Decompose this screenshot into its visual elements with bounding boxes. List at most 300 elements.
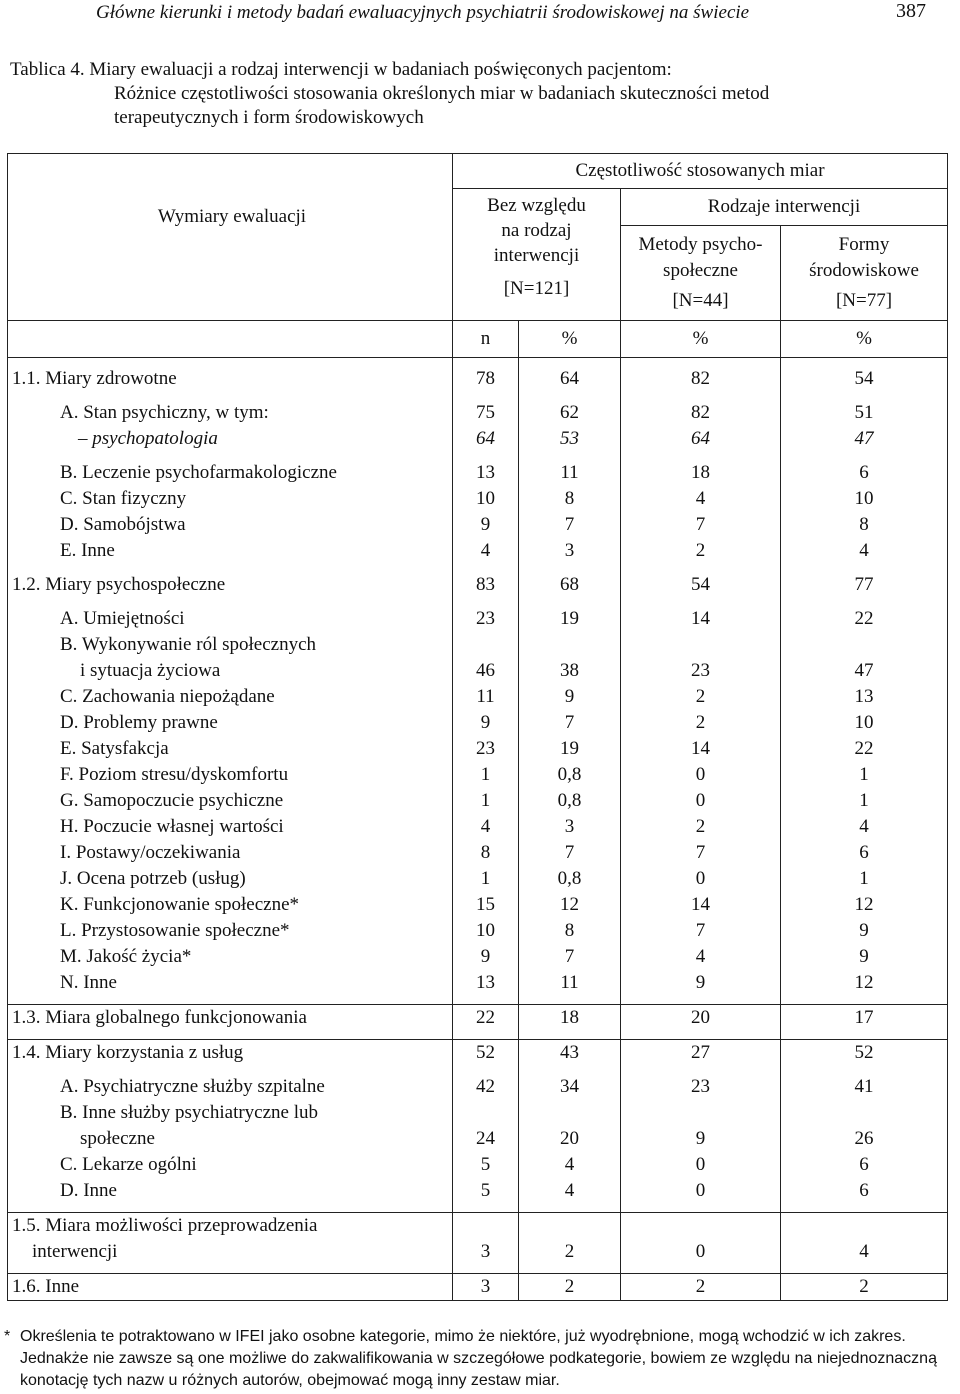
row-label-line-1: L. Przystosowanie społeczne*	[60, 920, 290, 941]
cell-percent: 6	[781, 840, 948, 866]
row-label-line-1: 1.3. Miara globalnego funkcjonowania	[12, 1007, 307, 1028]
cell-percent: 47	[781, 632, 948, 684]
row-label	[8, 762, 453, 788]
row-label-line-1: A. Stan psychiczny, w tym:	[60, 402, 269, 423]
row-label	[8, 918, 453, 944]
row-label	[8, 1152, 453, 1178]
spacer-cell	[621, 392, 781, 400]
cell-percent: 43	[519, 1040, 621, 1067]
cell-percent: 22	[781, 736, 948, 762]
cell-percent: 7	[519, 512, 621, 538]
cell-percent: 3	[519, 538, 621, 564]
spacer-cell	[621, 1204, 781, 1213]
cell-percent: 0,8	[519, 866, 621, 892]
cell-percent: 53	[519, 426, 621, 452]
spacer-cell	[453, 996, 519, 1005]
table-row	[8, 918, 948, 944]
row-label-line-1: 1.6. Inne	[12, 1276, 80, 1297]
header-col-pct-1: %	[519, 321, 621, 358]
row-label	[8, 606, 453, 632]
footnote-marker: *	[4, 1328, 11, 1345]
cell-percent: 6	[781, 1152, 948, 1178]
row-label	[8, 538, 453, 564]
caption-line-1: Tablica 4. Miary ewaluacji a rodzaj interwencji w badaniach poświęconych pacjentom:	[10, 59, 672, 80]
row-label-line-1: F. Poziom stresu/dyskomfortu	[60, 764, 289, 785]
cell-percent: 7	[621, 918, 781, 944]
row-label	[8, 736, 453, 762]
spacer-row	[8, 1204, 948, 1213]
header-types: Rodzaje interwencji	[621, 189, 948, 226]
cell-percent: 20	[621, 1005, 781, 1032]
row-label-line-1: D. Inne	[60, 1180, 117, 1201]
cell-percent: 77	[781, 572, 948, 598]
cell-percent: 41	[781, 1074, 948, 1100]
cell-percent: 0	[621, 1152, 781, 1178]
spacer-cell	[8, 358, 453, 367]
row-label-line-1: A. Psychiatryczne służby szpitalne	[60, 1076, 325, 1097]
row-label-line-1: B. Wykonywanie ról społecznych	[60, 634, 316, 655]
row-label	[8, 632, 453, 684]
spacer-cell	[621, 564, 781, 572]
row-label	[8, 944, 453, 970]
spacer-cell	[453, 1031, 519, 1040]
spacer-cell	[519, 1265, 621, 1274]
cell-percent: 0	[621, 1213, 781, 1266]
spacer-cell	[781, 452, 948, 460]
running-head: Główne kierunki i metody badań ewaluacyjnych psychiatrii środowiskowej na świecie	[96, 2, 750, 23]
row-label	[8, 1005, 453, 1032]
spacer-cell	[621, 598, 781, 606]
spacer-cell	[453, 1066, 519, 1074]
cell-percent: 6	[781, 460, 948, 486]
cell-count: 1	[453, 866, 519, 892]
cell-count: 11	[453, 684, 519, 710]
row-label-line-1: M. Jakość życia*	[60, 946, 192, 967]
spacer-cell	[519, 358, 621, 367]
table-row	[8, 1040, 948, 1067]
spacer-row	[8, 1265, 948, 1274]
spacer-cell	[781, 1265, 948, 1274]
spacer-cell	[621, 452, 781, 460]
cell-percent: 1	[781, 762, 948, 788]
cell-count: 10	[453, 486, 519, 512]
cell-percent: 4	[621, 944, 781, 970]
spacer-cell	[8, 598, 453, 606]
row-label	[8, 866, 453, 892]
spacer-cell	[8, 392, 453, 400]
cell-count: 83	[453, 572, 519, 598]
header-psychosocial-line-1: Metody psycho-	[638, 234, 763, 255]
spacer-cell	[8, 564, 453, 572]
cell-percent: 9	[621, 970, 781, 996]
table-row	[8, 486, 948, 512]
cell-percent: 54	[621, 572, 781, 598]
cell-percent: 26	[781, 1100, 948, 1152]
table-row	[8, 1274, 948, 1301]
spacer-cell	[8, 1066, 453, 1074]
table-row	[8, 710, 948, 736]
cell-percent: 7	[519, 840, 621, 866]
row-label	[8, 970, 453, 996]
cell-percent: 0,8	[519, 762, 621, 788]
cell-count: 23	[453, 736, 519, 762]
row-label-line-1: C. Zachowania niepożądane	[60, 686, 275, 707]
cell-count: 5	[453, 1152, 519, 1178]
cell-percent: 54	[781, 366, 948, 392]
spacer-cell	[453, 452, 519, 460]
row-label-line-1: I. Postawy/oczekiwania	[60, 842, 241, 863]
cell-percent: 64	[621, 426, 781, 452]
header-frequency: Częstotliwość stosowanych miar	[453, 154, 948, 189]
header-blank	[8, 321, 453, 358]
row-label-line-1: 1.5. Miara możliwości przeprowadzenia	[12, 1215, 318, 1236]
cell-percent: 17	[781, 1005, 948, 1032]
cell-count: 10	[453, 918, 519, 944]
spacer-row	[8, 1066, 948, 1074]
row-label-line-1: 1.2. Miary psychospołeczne	[12, 574, 226, 595]
cell-percent: 7	[519, 710, 621, 736]
spacer-cell	[781, 1066, 948, 1074]
spacer-cell	[519, 1204, 621, 1213]
cell-count: 24	[453, 1100, 519, 1152]
cell-percent: 68	[519, 572, 621, 598]
spacer-cell	[453, 358, 519, 367]
spacer-row	[8, 452, 948, 460]
cell-count: 5	[453, 1178, 519, 1204]
table-row	[8, 1005, 948, 1032]
table-row	[8, 892, 948, 918]
spacer-cell	[453, 1265, 519, 1274]
cell-count: 15	[453, 892, 519, 918]
header-community-n: [N=77]	[835, 290, 893, 311]
cell-count: 1	[453, 762, 519, 788]
spacer-cell	[8, 1265, 453, 1274]
row-label-line-1: C. Lekarze ogólni	[60, 1154, 197, 1175]
cell-percent: 82	[621, 400, 781, 426]
table-row	[8, 1152, 948, 1178]
row-label-line-1: K. Funkcjonowanie społeczne*	[60, 894, 300, 915]
row-label	[8, 892, 453, 918]
spacer-cell	[519, 392, 621, 400]
cell-percent: 0	[621, 762, 781, 788]
cell-percent: 4	[621, 486, 781, 512]
caption-line-2: Różnice częstotliwości stosowania określonych miar w badaniach skuteczności metod	[114, 83, 770, 104]
row-label	[8, 814, 453, 840]
row-label	[8, 572, 453, 598]
cell-count: 42	[453, 1074, 519, 1100]
cell-percent: 6	[781, 1178, 948, 1204]
table-row	[8, 762, 948, 788]
cell-percent: 4	[781, 814, 948, 840]
spacer-row	[8, 1031, 948, 1040]
cell-percent: 47	[781, 426, 948, 452]
cell-percent: 11	[519, 970, 621, 996]
cell-percent: 11	[519, 460, 621, 486]
cell-percent: 12	[781, 892, 948, 918]
cell-count: 4	[453, 814, 519, 840]
cell-percent: 19	[519, 606, 621, 632]
spacer-cell	[621, 1265, 781, 1274]
cell-count: 13	[453, 460, 519, 486]
cell-percent: 14	[621, 736, 781, 762]
header-col-n: n	[453, 321, 519, 358]
row-label-line-1: H. Poczucie własnej wartości	[60, 816, 284, 837]
header-psychosocial	[621, 226, 781, 321]
cell-count: 23	[453, 606, 519, 632]
table-row	[8, 736, 948, 762]
row-label	[8, 710, 453, 736]
row-label-line-1: 1.4. Miary korzystania z usług	[12, 1042, 244, 1063]
cell-percent: 18	[519, 1005, 621, 1032]
cell-percent: 1	[781, 788, 948, 814]
cell-percent: 3	[519, 814, 621, 840]
spacer-cell	[519, 1066, 621, 1074]
row-label	[8, 426, 453, 452]
table-row	[8, 788, 948, 814]
spacer-cell	[781, 358, 948, 367]
header-psychosocial-line-2: społeczne	[663, 260, 738, 281]
row-label-line-1: D. Problemy prawne	[60, 712, 218, 733]
row-label	[8, 366, 453, 392]
spacer-cell	[519, 996, 621, 1005]
cell-percent: 20	[519, 1100, 621, 1152]
cell-count: 1	[453, 788, 519, 814]
header-row-label: Wymiary ewaluacji	[8, 154, 453, 321]
table-row	[8, 840, 948, 866]
cell-percent: 18	[621, 460, 781, 486]
header-no-regard	[453, 189, 621, 321]
row-label-line-1: B. Inne służby psychiatryczne lub	[60, 1102, 319, 1123]
spacer-cell	[8, 996, 453, 1005]
cell-count: 8	[453, 840, 519, 866]
header-no-regard-line-3: interwencji	[493, 245, 580, 266]
cell-percent: 64	[519, 366, 621, 392]
cell-percent: 9	[781, 944, 948, 970]
cell-percent: 8	[781, 512, 948, 538]
cell-percent: 23	[621, 632, 781, 684]
cell-percent: 2	[781, 1274, 948, 1301]
table-row	[8, 460, 948, 486]
spacer-cell	[781, 1031, 948, 1040]
header-community-line-1: Formy	[838, 234, 890, 255]
row-label-line-1: J. Ocena potrzeb (usług)	[60, 868, 246, 889]
cell-count: 22	[453, 1005, 519, 1032]
cell-count: 9	[453, 710, 519, 736]
row-label-line-1: 1.1. Miary zdrowotne	[12, 368, 177, 389]
row-label-line-1: B. Leczenie psychofarmakologiczne	[60, 462, 337, 483]
cell-percent: 0	[621, 788, 781, 814]
cell-percent: 22	[781, 606, 948, 632]
cell-percent: 2	[621, 684, 781, 710]
cell-count: 46	[453, 632, 519, 684]
row-label-line-2: interwencji	[32, 1241, 118, 1262]
header-psychosocial-n: [N=44]	[672, 290, 729, 311]
spacer-cell	[621, 1031, 781, 1040]
cell-percent: 2	[621, 814, 781, 840]
spacer-row	[8, 392, 948, 400]
row-label-line-1: A. Umiejętności	[60, 608, 185, 629]
table-row	[8, 512, 948, 538]
row-label-line-1: E. Satysfakcja	[60, 738, 169, 759]
spacer-cell	[519, 598, 621, 606]
cell-percent: 8	[519, 486, 621, 512]
row-label	[8, 788, 453, 814]
row-label	[8, 1100, 453, 1152]
spacer-cell	[8, 452, 453, 460]
table-row	[8, 1213, 948, 1266]
spacer-cell	[621, 996, 781, 1005]
row-label	[8, 1040, 453, 1067]
cell-percent: 2	[519, 1274, 621, 1301]
cell-percent: 14	[621, 892, 781, 918]
header-no-regard-line-1: Bez względu	[487, 195, 586, 216]
row-label-line-1: G. Samopoczucie psychiczne	[60, 790, 284, 811]
spacer-cell	[519, 564, 621, 572]
cell-count: 52	[453, 1040, 519, 1067]
table-body	[8, 358, 948, 1301]
spacer-row	[8, 996, 948, 1005]
header-no-regard-line-2: na rodzaj	[501, 220, 572, 241]
spacer-row	[8, 598, 948, 606]
cell-percent: 2	[621, 538, 781, 564]
header-no-regard-n: [N=121]	[503, 278, 570, 299]
table-row	[8, 632, 948, 684]
spacer-cell	[621, 358, 781, 367]
row-label	[8, 400, 453, 426]
cell-percent: 9	[621, 1100, 781, 1152]
spacer-cell	[781, 564, 948, 572]
cell-percent: 10	[781, 486, 948, 512]
spacer-cell	[621, 1066, 781, 1074]
table-caption	[10, 58, 955, 130]
spacer-cell	[519, 452, 621, 460]
table-row	[8, 538, 948, 564]
cell-percent: 34	[519, 1074, 621, 1100]
table-row	[8, 866, 948, 892]
cell-percent: 13	[781, 684, 948, 710]
cell-percent: 4	[781, 538, 948, 564]
cell-percent: 1	[781, 866, 948, 892]
cell-count: 9	[453, 944, 519, 970]
table-row	[8, 1100, 948, 1152]
cell-percent: 23	[621, 1074, 781, 1100]
cell-percent: 4	[781, 1213, 948, 1266]
spacer-cell	[781, 598, 948, 606]
footnote-text: Określenia te potraktowano w IFEI jako osobne kategorie, mimo że niektóre, już wyodrębnione, mogą wchodzić w ich zakres. Jednakże nie zawsze są one możliwe do zakwalifikowania w szczegółowe podkategorie, bowiem ze względu na niejednoznaczną konotację tych nazw u różnych autorów, obejmować mogą inny zestaw miar.	[20, 1328, 937, 1389]
cell-percent: 2	[519, 1213, 621, 1266]
cell-percent: 7	[519, 944, 621, 970]
header-col-pct-3: %	[781, 321, 948, 358]
table-row	[8, 1178, 948, 1204]
table-header	[8, 154, 948, 358]
cell-percent: 27	[621, 1040, 781, 1067]
cell-percent: 4	[519, 1178, 621, 1204]
header-col-pct-2: %	[621, 321, 781, 358]
table-row	[8, 426, 948, 452]
table-row	[8, 944, 948, 970]
cell-percent: 51	[781, 400, 948, 426]
spacer-cell	[519, 1031, 621, 1040]
data-table	[7, 153, 948, 1301]
row-label-line-1: – psychopatologia	[78, 428, 218, 449]
cell-percent: 0	[621, 866, 781, 892]
cell-percent: 10	[781, 710, 948, 736]
cell-percent: 2	[621, 710, 781, 736]
cell-percent: 14	[621, 606, 781, 632]
cell-count: 3	[453, 1213, 519, 1266]
cell-percent: 4	[519, 1152, 621, 1178]
row-label-line-1: E. Inne	[60, 540, 115, 561]
row-label-line-2: społeczne	[80, 1128, 155, 1149]
cell-percent: 0	[621, 1178, 781, 1204]
cell-percent: 0,8	[519, 788, 621, 814]
row-label	[8, 840, 453, 866]
table-row	[8, 606, 948, 632]
row-label	[8, 1274, 453, 1301]
spacer-cell	[453, 598, 519, 606]
row-label-line-2: i sytuacja życiowa	[80, 660, 221, 681]
cell-count: 13	[453, 970, 519, 996]
header-community-line-2: środowiskowe	[809, 260, 919, 281]
cell-percent: 19	[519, 736, 621, 762]
row-label	[8, 486, 453, 512]
spacer-cell	[453, 392, 519, 400]
cell-percent: 7	[621, 840, 781, 866]
cell-percent: 38	[519, 632, 621, 684]
row-label	[8, 1178, 453, 1204]
table-row	[8, 572, 948, 598]
row-label-line-1: N. Inne	[60, 972, 117, 993]
table-row	[8, 1074, 948, 1100]
row-label	[8, 1074, 453, 1100]
row-label	[8, 512, 453, 538]
cell-percent: 62	[519, 400, 621, 426]
cell-percent: 12	[519, 892, 621, 918]
page-number: 387	[896, 0, 926, 22]
spacer-cell	[453, 564, 519, 572]
cell-count: 9	[453, 512, 519, 538]
row-label-line-1: C. Stan fizyczny	[60, 488, 187, 509]
table-row	[8, 684, 948, 710]
cell-count: 78	[453, 366, 519, 392]
caption-line-3: terapeutycznych i form środowiskowych	[114, 107, 424, 128]
cell-percent: 7	[621, 512, 781, 538]
cell-percent: 9	[519, 684, 621, 710]
cell-percent: 12	[781, 970, 948, 996]
cell-count: 3	[453, 1274, 519, 1301]
table-row	[8, 814, 948, 840]
cell-percent: 82	[621, 366, 781, 392]
cell-percent: 8	[519, 918, 621, 944]
cell-count: 75	[453, 400, 519, 426]
cell-percent: 52	[781, 1040, 948, 1067]
spacer-cell	[8, 1204, 453, 1213]
cell-percent: 9	[781, 918, 948, 944]
spacer-cell	[781, 996, 948, 1005]
row-label	[8, 460, 453, 486]
cell-count: 64	[453, 426, 519, 452]
footnote	[4, 1326, 954, 1392]
spacer-cell	[781, 392, 948, 400]
spacer-cell	[8, 1031, 453, 1040]
row-label-line-1: D. Samobójstwa	[60, 514, 186, 535]
cell-percent: 2	[621, 1274, 781, 1301]
spacer-cell	[453, 1204, 519, 1213]
table-row	[8, 366, 948, 392]
spacer-row	[8, 358, 948, 367]
spacer-cell	[781, 1204, 948, 1213]
row-label	[8, 684, 453, 710]
